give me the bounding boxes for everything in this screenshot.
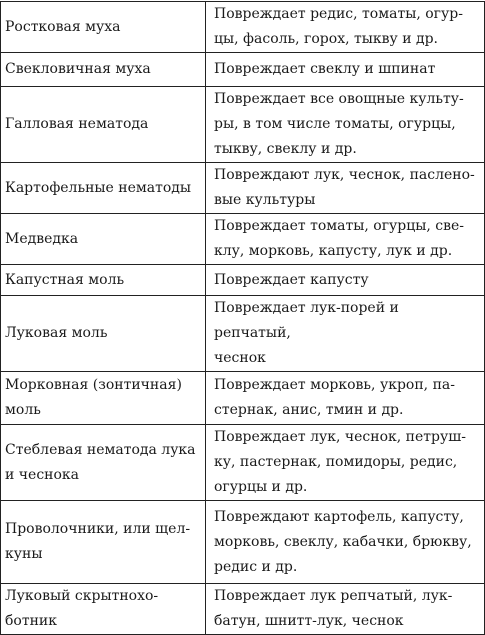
damage-cell: Повреждает морковь, укроп, па- стернак, анис, тмин и др. (206, 372, 485, 425)
pest-name-cell: Стеблевая нематода лука и чеснока (1, 425, 206, 501)
pest-name-cell: Луковая моль (1, 296, 206, 372)
pest-name-cell: Картофельные нематоды (1, 163, 206, 214)
damage-cell: Повреждает все овощные культу- ры, в том числе томаты, огурцы, тыкву, свеклу и др. (206, 87, 485, 163)
pest-name-cell: Свекловичная муха (1, 53, 206, 87)
table-row (1, 214, 485, 265)
damage-cell: Повреждает лук, чеснок, петруш- ку, пастернак, помидоры, редис, огурцы и др. (206, 425, 485, 501)
table-row (1, 163, 485, 214)
damage-cell: Повреждает редис, томаты, огур- цы, фасоль, горох, тыкву и др. (206, 2, 485, 53)
pests-table-body (1, 2, 485, 635)
table-row (1, 53, 485, 87)
pest-name-cell: Медведка (1, 214, 206, 265)
pest-name-cell: Морковная (зонтичная) моль (1, 372, 206, 425)
pest-name-cell: Капустная моль (1, 265, 206, 296)
pests-table (0, 1, 485, 635)
pest-name-cell: Галловая нематода (1, 87, 206, 163)
damage-cell: Повреждают картофель, капусту, морковь, свеклу, кабачки, брюкву, редис и др. (206, 501, 485, 584)
damage-cell: Повреждает свеклу и шпинат (206, 53, 485, 87)
table-row (1, 87, 485, 163)
table-row (1, 501, 485, 584)
pest-name-cell: Луковый скрытнохо- ботник (1, 584, 206, 635)
table-row (1, 265, 485, 296)
damage-cell: Повреждает томаты, огурцы, све- клу, морковь, капусту, лук и др. (206, 214, 485, 265)
pest-name-cell: Ростковая муха (1, 2, 206, 53)
pest-name-cell: Проволочники, или щел- куны (1, 501, 206, 584)
table-row (1, 372, 485, 425)
damage-cell: Повреждает лук-порей и репчатый, чеснок (206, 296, 485, 372)
table-row (1, 2, 485, 53)
table-row (1, 296, 485, 372)
damage-cell: Повреждает лук репчатый, лук- батун, шнитт-лук, чеснок (206, 584, 485, 635)
table-row (1, 584, 485, 635)
damage-cell: Повреждают лук, чеснок, паслено- вые культуры (206, 163, 485, 214)
table-row (1, 425, 485, 501)
damage-cell: Повреждает капусту (206, 265, 485, 296)
